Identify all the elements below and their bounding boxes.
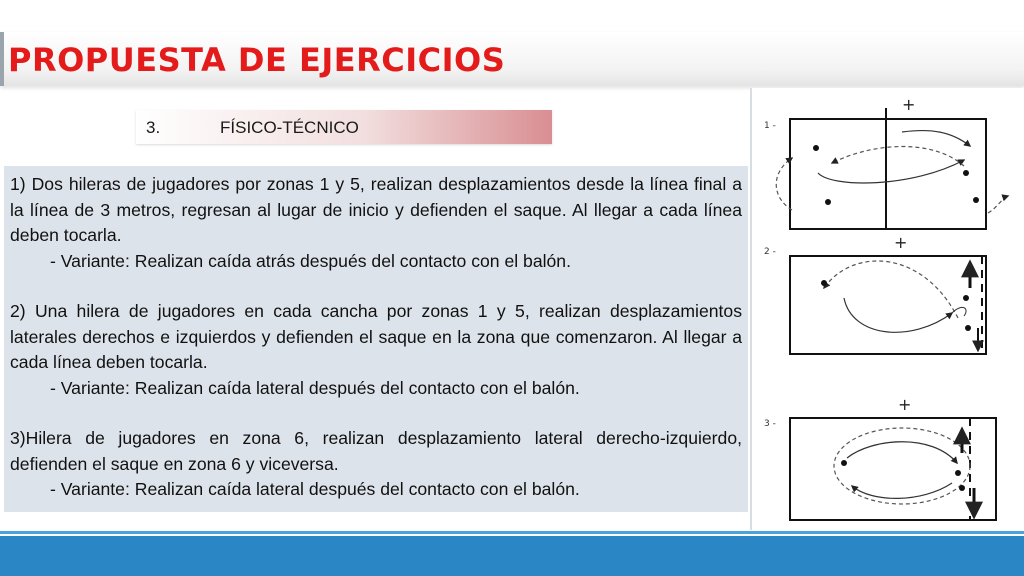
player-marker (813, 145, 819, 151)
footer-bar (0, 536, 1024, 576)
diagram-1-plus: + (902, 95, 916, 114)
path-arrow (832, 146, 964, 166)
player-marker (821, 280, 827, 286)
player-marker (955, 470, 961, 476)
exercise-2-variant: - Variante: Realizan caída lateral después del contacto con el balón. (50, 377, 580, 398)
exercise-3-text: 3)Hilera de jugadores en zona 6, realizan desplazamiento lateral derecho-izquierdo, defienden el saque en zona 6 y viceversa. (10, 428, 742, 474)
player-marker (825, 199, 831, 205)
path-arrow (988, 196, 1008, 213)
court-2-outline (790, 256, 986, 354)
path-arrow (818, 160, 964, 183)
path-arrow (902, 131, 970, 146)
path-ellipse (834, 428, 970, 504)
player-marker (965, 325, 971, 331)
diagram-1-label: 1 - (764, 121, 776, 131)
path-arrow (824, 261, 958, 318)
diagram-3-plus: + (898, 395, 912, 414)
section-number: 3. (146, 118, 161, 137)
exercise-1-variant: - Variante: Realizan caída atrás después del contacto con el balón. (50, 250, 571, 271)
path-arrow (852, 483, 952, 498)
player-marker (973, 197, 979, 203)
exercise-text-panel (4, 166, 748, 512)
court-3-outline (790, 418, 996, 520)
court-diagrams (752, 88, 1024, 530)
diagram-panel (750, 88, 1024, 530)
court-diagram-2 (764, 233, 986, 354)
court-diagram-3 (764, 395, 996, 520)
diagram-3-label: 3 - (764, 419, 776, 429)
diagram-2-label: 2 - (764, 247, 776, 257)
player-marker (963, 170, 969, 176)
path-arrow (847, 442, 957, 463)
exercise-1-text: 1) Dos hileras de jugadores por zonas 1 y 5, realizan desplazamientos desde la línea final a la línea de 3 metros, regresan al lugar de inicio y defienden el saque. Al llegar a cada línea deben tocarla. (10, 174, 742, 245)
section-title: FÍSICO-TÉCNICO (220, 118, 359, 137)
slide-title: PROPUESTA DE EJERCICIOS (8, 41, 506, 79)
section-header (136, 110, 552, 144)
player-marker (841, 460, 847, 466)
exercise-3-variant: - Variante: Realizan caída lateral después del contacto con el balón. (50, 479, 580, 499)
court-diagram-1 (764, 95, 1008, 229)
player-marker (959, 485, 965, 491)
diagram-2-plus: + (894, 233, 908, 252)
exercise-2-text: 2) Una hilera de jugadores en cada cancha por zonas 1 y 5, realizan desplazamientos laterales derechos e izquierdos y defienden el saque en la zona que comenzaron. Al llegar a cada línea deben tocarla. (10, 301, 742, 372)
player-marker (963, 295, 969, 301)
footer-accent-line (0, 531, 1024, 534)
path-arrow (844, 298, 952, 332)
